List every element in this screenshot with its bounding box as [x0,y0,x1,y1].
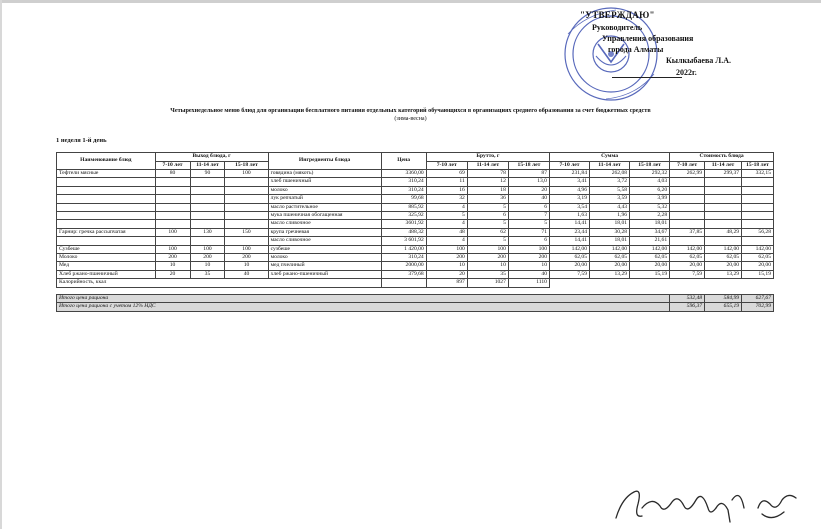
dish-name-cell: Гарнир: гречка рассыпчатая [57,228,156,236]
sum-age2-cell: 4,43 [590,203,630,211]
dish-name-cell [57,195,156,203]
cost-age3-cell [742,237,774,245]
yield-age3-cell: 40 [225,270,268,278]
yield-age1-cell [155,237,190,245]
dish-name-cell: Молоко [57,254,156,262]
brutto-age3-cell: 40 [508,195,549,203]
sum-age1-cell: 4,96 [549,186,589,194]
table-row [57,245,774,253]
brutto-age2-cell: 18 [467,186,508,194]
header-dish-name: Наименование блюд [57,153,156,170]
cost-age2-cell: 48,29 [705,228,742,236]
price-cell: 325,92 [381,212,426,220]
price-cell: 99,68 [381,195,426,203]
yield-age3-cell: 150 [225,228,268,236]
dish-name-cell: Мед [57,262,156,270]
yield-age1-cell [155,203,190,211]
sum-age3-cell: 4,03 [630,178,670,186]
yield-age2-cell: 90 [190,170,225,178]
yield-age3-cell [225,212,268,220]
cost-age2-cell: 13,29 [705,270,742,278]
brutto-age2-cell: 10 [467,262,508,270]
cost-age1-cell: 62,05 [670,254,705,262]
cost-age1-cell [670,212,705,220]
table-row [57,203,774,211]
yield-age3-cell [225,178,268,186]
sum-age3-cell: 3,99 [630,195,670,203]
brutto-age3-cell: 40 [508,270,549,278]
brutto-age2-cell: 200 [467,254,508,262]
total-vat-age1: 596,37 [670,303,705,311]
yield-age2-cell: 200 [190,254,225,262]
yield-age3-cell: 100 [225,245,268,253]
cost-age1-cell [670,237,705,245]
cost-age3-cell: 56,28 [742,228,774,236]
yield-age3-cell [225,203,268,211]
dish-name-cell: Хлеб ржано-пшеничный [57,270,156,278]
header-cost-age2: 11-14 лет [705,161,742,170]
brutto-age2-cell: 6 [467,212,508,220]
ingredient-cell: хлеб пшеничный [268,178,381,186]
yield-age1-cell: 200 [155,254,190,262]
brutto-age2-cell: 78 [467,170,508,178]
price-cell: 3 601,92 [381,237,426,245]
sum-age1-cell: 3,19 [549,195,589,203]
brutto-age1-cell: 100 [426,245,467,253]
header-dish-cost: Стоимость блюда [670,153,774,162]
menu-table-body [57,170,774,312]
approval-title: "УТВЕРЖДАЮ" [580,10,655,20]
cost-age2-cell [705,195,742,203]
dish-name-cell [57,212,156,220]
approval-date: 2022г. [676,68,697,77]
ingredient-cell: хлеб ржано-пшеничный [268,270,381,278]
brutto-age2-cell: 5 [467,237,508,245]
cost-age1-cell: 20,00 [670,262,705,270]
approval-city: города Алматы [608,45,664,54]
sum-age3-cell: 34,67 [630,228,670,236]
header-cost-age1: 7-10 лет [670,161,705,170]
cost-age3-cell: 332,15 [742,170,774,178]
yield-age1-cell [155,195,190,203]
cost-age3-cell [742,186,774,194]
ingredient-cell: масло сливочное [268,237,381,245]
header-sum-age1: 7-10 лет [549,161,589,170]
yield-age2-cell [190,178,225,186]
header-brutto: Брутто, г [426,153,549,162]
brutto-age2-cell: 35 [467,270,508,278]
brutto-age1-cell: 32 [426,195,467,203]
sum-age2-cell: 30,28 [590,228,630,236]
cost-age3-cell: 20,00 [742,262,774,270]
window-frame-top [0,0,821,3]
cost-age1-cell: 37,85 [670,228,705,236]
header-sum: Сумма [549,153,669,162]
header-yield-age1: 7-10 лет [155,161,190,170]
approval-signer: Кылкыбаева Л.А. [666,56,731,65]
cost-age2-cell [705,186,742,194]
dish-name-cell [57,203,156,211]
cost-age1-cell: 7,59 [670,270,705,278]
brutto-age1-cell: 4 [426,203,467,211]
brutto-age3-cell: 6 [508,203,549,211]
sum-age2-cell: 62,05 [590,254,630,262]
dish-name-cell [57,186,156,194]
cost-age1-cell: 262,99 [670,170,705,178]
table-row [57,270,774,278]
yield-age2-cell: 130 [190,228,225,236]
brutto-age3-cell: 13,0 [508,178,549,186]
sum-age1-cell: 3,54 [549,203,589,211]
brutto-age1-cell: 10 [426,262,467,270]
ingredient-cell: крупа гречневая [268,228,381,236]
brutto-age3-cell: 7 [508,212,549,220]
cost-age2-cell [705,237,742,245]
sum-age3-cell: 5,32 [630,203,670,211]
table-row [57,220,774,228]
yield-age1-cell [155,178,190,186]
ingredient-cell: мука пшеничная обогащенная [268,212,381,220]
ingredient-cell: молоко [268,186,381,194]
sum-age3-cell: 62,05 [630,254,670,262]
spacer-cell [57,287,774,294]
brutto-age1-cell: 20 [426,270,467,278]
cost-age2-cell: 62,05 [705,254,742,262]
sum-age1-cell: 23,44 [549,228,589,236]
yield-age2-cell [190,186,225,194]
cost-age3-cell: 15,19 [742,270,774,278]
price-cell: 1 420,00 [381,245,426,253]
table-row [57,178,774,186]
yield-age1-cell [155,220,190,228]
sum-age2-cell: 3,59 [590,195,630,203]
menu-table [56,152,774,312]
yield-age3-cell [225,195,268,203]
yield-age2-cell: 100 [190,245,225,253]
header-cost-age3: 15-18 лет [742,161,774,170]
cost-age2-cell [705,220,742,228]
brutto-age1-cell: 4 [426,237,467,245]
cost-age3-cell [742,195,774,203]
yield-age1-cell: 10 [155,262,190,270]
price-cell: 310,24 [381,186,426,194]
price-cell: 3360,00 [381,170,426,178]
dish-name-cell: Тефтели мясные [57,170,156,178]
price-cell: 3601,92 [381,220,426,228]
sum-age1-cell: 7,59 [549,270,589,278]
yield-age2-cell [190,212,225,220]
cost-age1-cell [670,178,705,186]
brutto-age2-cell: 36 [467,195,508,203]
sum-age1-cell: 231,84 [549,170,589,178]
spacer-row [57,287,774,294]
approval-date-line [612,77,682,78]
yield-age3-cell: 100 [225,170,268,178]
yield-age2-cell [190,203,225,211]
sum-age2-cell: 13,29 [590,270,630,278]
document-title: Четырехнедельное меню блюд для организации бесплатного питания отдельных категорий обучающихся в организациях среднего образования за счет бюджетных средств [170,107,651,114]
ingredient-cell: мед пчелиный [268,262,381,270]
sum-age1-cell: 20,00 [549,262,589,270]
dish-name-cell [57,178,156,186]
table-row [57,237,774,245]
table-row [57,262,774,270]
cost-age1-cell [670,195,705,203]
calories-label: Калорийность, ккал [57,279,382,287]
brutto-age1-cell: 200 [426,254,467,262]
calories-age1: 897 [426,279,467,287]
yield-age2-cell: 10 [190,262,225,270]
approval-position: Руководитель [592,23,643,32]
header-yield-age3: 15-18 лет [225,161,268,170]
price-cell: 885,92 [381,203,426,211]
sum-age3-cell: 18,01 [630,220,670,228]
calories-price-cell [381,279,426,287]
brutto-age1-cell: 4 [426,220,467,228]
cost-age2-cell: 20,00 [705,262,742,270]
yield-age2-cell [190,220,225,228]
document-subtitle: (зима-весна) [394,116,427,122]
signature-icon [612,478,802,526]
calories-age3: 1110 [508,279,549,287]
week-day-label: 1 неделя 1-й день [56,137,107,144]
brutto-age2-cell: 12 [467,178,508,186]
header-brutto-age3: 15-18 лет [508,161,549,170]
brutto-age2-cell: 5 [467,203,508,211]
brutto-age1-cell: 16 [426,186,467,194]
cost-age1-cell [670,203,705,211]
calories-age2: 1027 [467,279,508,287]
total-vat-label: Итого цена рациона с учетом 12% НДС [57,303,670,311]
table-row [57,254,774,262]
sum-age2-cell: 18,01 [590,220,630,228]
table-row [57,170,774,178]
total-age2: 584,99 [705,294,742,302]
approval-department: Управления образования [602,34,694,43]
brutto-age1-cell: 48 [426,228,467,236]
brutto-age1-cell: 11 [426,178,467,186]
cost-age3-cell [742,203,774,211]
ingredient-cell: молоко [268,254,381,262]
yield-age3-cell: 200 [225,254,268,262]
yield-age1-cell: 80 [155,170,190,178]
total-vat-row [57,303,774,311]
header-price: Цена [381,153,426,170]
ingredient-cell: сузбеше [268,245,381,253]
total-vat-age2: 655,19 [705,303,742,311]
yield-age1-cell: 100 [155,245,190,253]
price-cell: 310,24 [381,178,426,186]
brutto-age2-cell: 62 [467,228,508,236]
total-vat-age3: 702,99 [742,303,774,311]
header-brutto-age2: 11-14 лет [467,161,508,170]
sum-age3-cell: 21,61 [630,237,670,245]
brutto-age3-cell: 10 [508,262,549,270]
table-row [57,212,774,220]
sum-age2-cell: 18,01 [590,237,630,245]
sum-age3-cell: 15,19 [630,270,670,278]
yield-age3-cell [225,237,268,245]
cost-age3-cell: 62,05 [742,254,774,262]
sum-age2-cell: 5,58 [590,186,630,194]
sum-age1-cell: 1,63 [549,212,589,220]
price-cell: 488,32 [381,228,426,236]
ingredient-cell: масло растительное [268,203,381,211]
ingredient-cell: масло сливочное [268,220,381,228]
table-row [57,186,774,194]
header-ingredients: Ингредиенты блюда [268,153,381,170]
cost-age2-cell [705,203,742,211]
brutto-age3-cell: 200 [508,254,549,262]
total-row [57,294,774,302]
brutto-age1-cell: 69 [426,170,467,178]
dish-name-cell [57,220,156,228]
yield-age1-cell: 20 [155,270,190,278]
sum-age1-cell: 14,41 [549,237,589,245]
sum-age1-cell: 14,41 [549,220,589,228]
cost-age1-cell [670,186,705,194]
brutto-age3-cell: 100 [508,245,549,253]
sum-age3-cell: 142,00 [630,245,670,253]
total-label: Итого цена рациона [57,294,670,302]
header-sum-age3: 15-18 лет [630,161,670,170]
price-cell: 2000,00 [381,262,426,270]
sum-age2-cell: 142,00 [590,245,630,253]
cost-age1-cell: 142,00 [670,245,705,253]
header-sum-age2: 11-14 лет [590,161,630,170]
sum-age2-cell: 3,72 [590,178,630,186]
brutto-age3-cell: 20 [508,186,549,194]
cost-age1-cell [670,220,705,228]
brutto-age3-cell: 5 [508,220,549,228]
ingredient-cell: говядина (мякоть) [268,170,381,178]
ingredient-cell: лук репчатый [268,195,381,203]
brutto-age3-cell: 6 [508,237,549,245]
dish-name-cell [57,237,156,245]
total-age3: 627,67 [742,294,774,302]
cost-age3-cell [742,178,774,186]
sum-age1-cell: 3,41 [549,178,589,186]
calories-row [57,279,774,287]
sum-age1-cell: 142,00 [549,245,589,253]
yield-age2-cell: 35 [190,270,225,278]
brutto-age3-cell: 71 [508,228,549,236]
header-yield-age2: 11-14 лет [190,161,225,170]
sum-age2-cell: 20,00 [590,262,630,270]
cost-age3-cell: 142,00 [742,245,774,253]
dish-name-cell: Сузбеше [57,245,156,253]
sum-age3-cell: 2,28 [630,212,670,220]
yield-age2-cell [190,195,225,203]
brutto-age3-cell: 87 [508,170,549,178]
cost-age2-cell [705,178,742,186]
table-row [57,228,774,236]
table-row [57,195,774,203]
price-cell: 310,24 [381,254,426,262]
cost-age2-cell [705,212,742,220]
brutto-age1-cell: 5 [426,212,467,220]
sum-age1-cell: 62,05 [549,254,589,262]
yield-age1-cell: 100 [155,228,190,236]
sum-age2-cell: 262,08 [590,170,630,178]
sum-age2-cell: 1,96 [590,212,630,220]
brutto-age2-cell: 5 [467,220,508,228]
sum-age3-cell: 20,00 [630,262,670,270]
yield-age1-cell [155,212,190,220]
yield-age3-cell: 10 [225,262,268,270]
header-brutto-age1: 7-10 лет [426,161,467,170]
yield-age3-cell [225,220,268,228]
brutto-age2-cell: 100 [467,245,508,253]
calories-empty [549,279,773,287]
cost-age3-cell [742,220,774,228]
header-yield: Выход блюда, г [155,153,268,162]
window-frame-left [0,0,2,529]
cost-age2-cell: 142,00 [705,245,742,253]
total-age1: 532,48 [670,294,705,302]
cost-age3-cell [742,212,774,220]
yield-age3-cell [225,186,268,194]
yield-age2-cell [190,237,225,245]
price-cell: 379,68 [381,270,426,278]
cost-age2-cell: 299,37 [705,170,742,178]
sum-age3-cell: 6,20 [630,186,670,194]
yield-age1-cell [155,186,190,194]
sum-age3-cell: 292,32 [630,170,670,178]
